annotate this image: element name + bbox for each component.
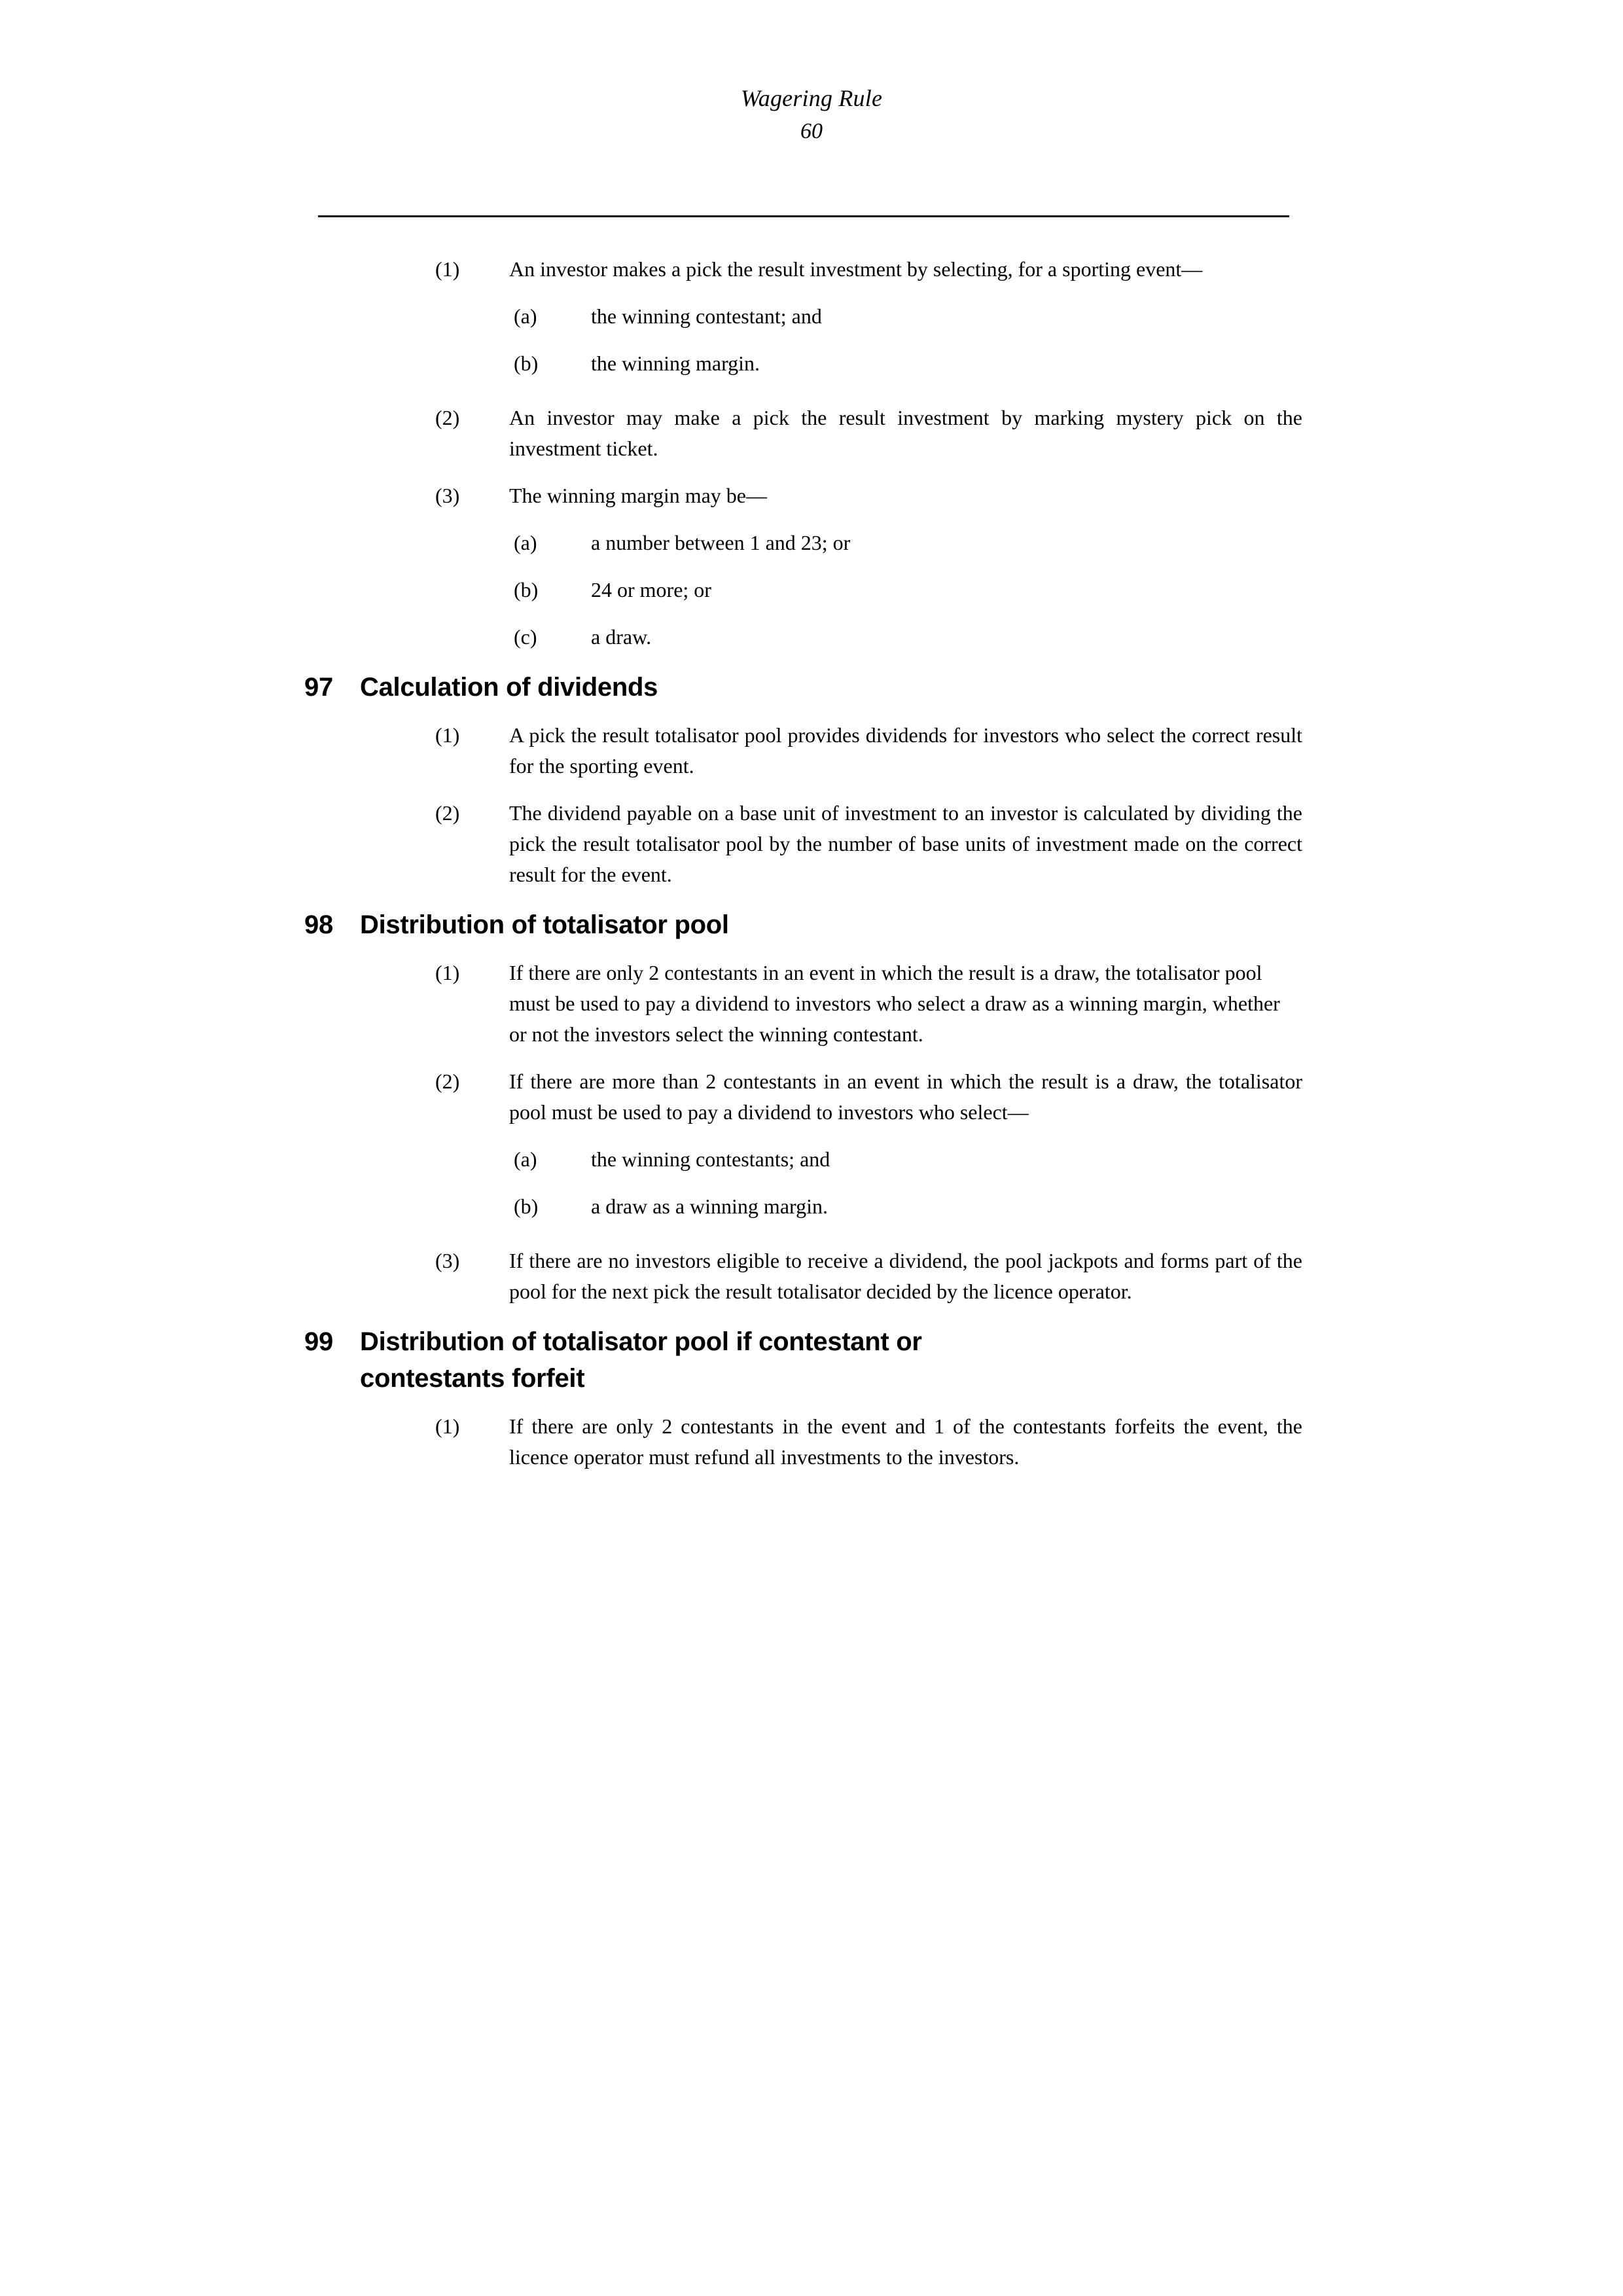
list-marker-number: (2)	[435, 406, 460, 429]
list-item-numbered	[0, 254, 1623, 285]
list-marker-letter: (a)	[514, 1147, 537, 1171]
list-item-letter-text: a number between 1 and 23; or	[591, 531, 851, 554]
section-heading	[0, 906, 1623, 943]
list-item-number-text: An investor may make a pick the result investment by marking mystery pick on the investment ticket.	[509, 406, 1302, 460]
list-item-lettered	[0, 575, 1623, 605]
section-number: 97	[304, 673, 333, 702]
list-item-numbered	[0, 1411, 1623, 1473]
list-marker-letter: (a)	[514, 304, 537, 328]
list-item-letter-text: the winning contestants; and	[591, 1147, 830, 1171]
list-item-lettered	[0, 528, 1623, 558]
list-marker-letter: (b)	[514, 578, 539, 601]
document-body	[0, 254, 1623, 1489]
section-title: Distribution of totalisator pool	[360, 910, 729, 939]
list-item-letter-text: 24 or more; or	[591, 578, 711, 601]
list-marker-letter: (b)	[514, 1194, 539, 1218]
list-item-numbered	[0, 958, 1623, 1050]
section-title: Distribution of totalisator pool if contestant or contestants forfeit	[360, 1327, 922, 1393]
list-item-lettered	[0, 301, 1623, 332]
list-item-number-text: The dividend payable on a base unit of investment to an investor is calculated by dividing the pick the result totalisator pool by the number of base units of investment made on the correct result for the event.	[509, 801, 1302, 886]
list-marker-letter: (c)	[514, 625, 537, 649]
list-marker-letter: (b)	[514, 351, 539, 375]
list-marker-number: (1)	[435, 257, 460, 281]
page-number: 60	[800, 119, 823, 143]
list-item-number-text: If there are more than 2 contestants in an event in which the result is a draw, the totalisator pool must be used to pay a dividend to investors who select—	[509, 1069, 1302, 1124]
document-title: Wagering Rule	[740, 85, 883, 111]
list-item-numbered	[0, 798, 1623, 890]
list-marker-number: (2)	[435, 1069, 460, 1093]
list-marker-number: (1)	[435, 961, 460, 984]
list-item-number-text: A pick the result totalisator pool provides dividends for investors who select the correct result for the sporting event.	[509, 723, 1302, 778]
list-marker-number: (2)	[435, 801, 460, 825]
list-marker-number: (1)	[435, 723, 460, 747]
section-heading	[0, 1323, 1623, 1397]
section-title: Calculation of dividends	[360, 673, 658, 702]
header-divider	[318, 215, 1289, 217]
running-header	[0, 81, 1623, 148]
list-item-numbered	[0, 1246, 1623, 1307]
list-marker-letter: (a)	[514, 531, 537, 554]
list-item-number-text: If there are no investors eligible to receive a dividend, the pool jackpots and forms part of the pool for the next pick the result totalisator decided by the licence operator.	[509, 1249, 1302, 1303]
list-marker-number: (3)	[435, 1249, 460, 1272]
list-item-numbered	[0, 480, 1623, 511]
list-marker-number: (1)	[435, 1414, 460, 1438]
list-item-numbered	[0, 403, 1623, 464]
section-number: 99	[304, 1327, 333, 1356]
list-item-number-text: If there are only 2 contestants in the event and 1 of the contestants forfeits the event, the licence operator must refund all investments to the investors.	[509, 1414, 1302, 1469]
list-item-lettered	[0, 1191, 1623, 1222]
list-item-lettered	[0, 348, 1623, 379]
list-item-number-text: The winning margin may be—	[509, 484, 767, 507]
section-number: 98	[304, 910, 333, 939]
list-item-letter-text: the winning margin.	[591, 351, 760, 375]
section-heading	[0, 669, 1623, 706]
list-item-lettered	[0, 1144, 1623, 1175]
list-item-numbered	[0, 720, 1623, 781]
list-item-letter-text: a draw as a winning margin.	[591, 1194, 828, 1218]
list-item-numbered	[0, 1066, 1623, 1128]
list-item-number-text: If there are only 2 contestants in an event in which the result is a draw, the totalisator pool must be used to pay a dividend to investors who select a draw as a winning margin, whether or not the investors select the winning contestant.	[509, 961, 1280, 1046]
list-item-number-text: An investor makes a pick the result investment by selecting, for a sporting event—	[509, 257, 1203, 281]
list-item-letter-text: the winning contestant; and	[591, 304, 822, 328]
list-marker-number: (3)	[435, 484, 460, 507]
list-item-letter-text: a draw.	[591, 625, 652, 649]
list-item-lettered	[0, 622, 1623, 653]
